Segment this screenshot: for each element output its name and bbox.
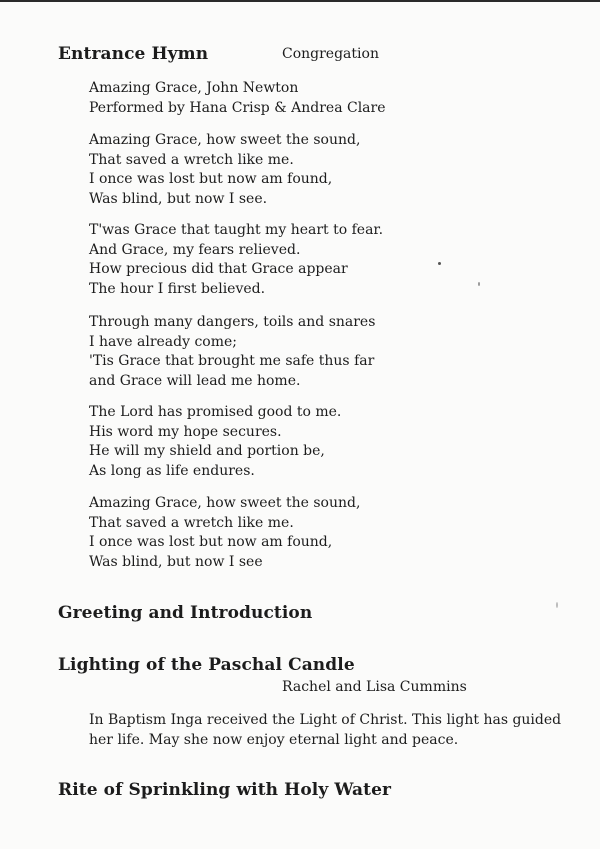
hymn-verse-2 xyxy=(89,221,383,299)
hymn-verse-1 xyxy=(89,131,360,209)
greeting-heading: Greeting and Introduction xyxy=(58,603,313,623)
hymn-performers-line: Performed by Hana Crisp & Andrea Clare xyxy=(89,99,386,116)
verse-line: Was blind, but now I see. xyxy=(89,190,268,207)
verse-line: and Grace will lead me home. xyxy=(89,372,301,389)
hymn-credits xyxy=(89,79,386,118)
verse-line: Amazing Grace, how sweet the sound, xyxy=(89,495,361,511)
verse-line: As long as life endures. xyxy=(89,462,255,479)
paschal-candle-heading: Lighting of the Paschal Candle xyxy=(58,655,355,675)
verse-line: Through many dangers, toils and snares xyxy=(89,314,376,330)
hymn-verse-3 xyxy=(89,313,375,391)
sprinkling-heading: Rite of Sprinkling with Holy Water xyxy=(58,780,392,800)
hymn-title-line: Amazing Grace, John Newton xyxy=(89,80,299,96)
verse-line: I once was lost but now am found, xyxy=(89,534,333,550)
paschal-candle-text: In Baptism Inga received the Light of Christ. This light has guided her life. May she now enjoy eternal light and peace. xyxy=(89,712,562,748)
verse-line: I once was lost but now am found, xyxy=(89,171,333,187)
verse-line: Amazing Grace, how sweet the sound, xyxy=(89,132,361,148)
verse-line: He will my shield and portion be, xyxy=(89,443,325,459)
verse-line: Was blind, but now I see xyxy=(89,553,263,570)
verse-line: That saved a wretch like me. xyxy=(89,514,294,531)
top-edge-rule xyxy=(0,0,600,2)
entrance-hymn-heading: Entrance Hymn xyxy=(58,44,209,64)
scan-speck xyxy=(438,262,441,265)
paschal-candle-role: Rachel and Lisa Cummins xyxy=(282,679,467,695)
scan-speck xyxy=(556,602,558,608)
verse-line: And Grace, my fears relieved. xyxy=(89,241,301,258)
verse-line: The hour I first believed. xyxy=(89,280,266,297)
verse-line: T'was Grace that taught my heart to fear. xyxy=(89,222,384,238)
verse-line: I have already come; xyxy=(89,333,238,350)
verse-line: How precious did that Grace appear xyxy=(89,261,348,277)
verse-line: The Lord has promised good to me. xyxy=(89,404,342,420)
verse-line: 'Tis Grace that brought me safe thus far xyxy=(89,353,375,369)
verse-line: His word my hope secures. xyxy=(89,423,282,440)
entrance-hymn-role: Congregation xyxy=(282,46,379,62)
hymn-verse-4 xyxy=(89,403,341,481)
scan-speck xyxy=(478,282,480,286)
hymn-verse-5 xyxy=(89,494,360,572)
verse-line: That saved a wretch like me. xyxy=(89,151,294,168)
